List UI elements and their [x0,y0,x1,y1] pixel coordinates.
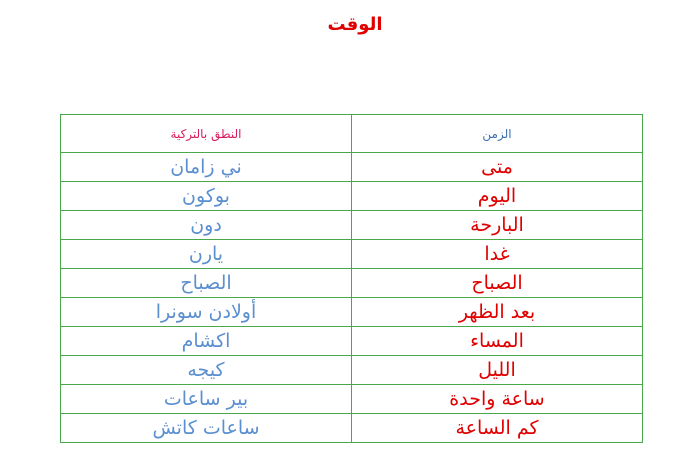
pronunciation-cell: ساعات كاتش [61,414,352,443]
pronunciation-cell: الصباح [61,269,352,298]
page-title: الوقت [327,14,383,35]
word-cell: اليوم [352,182,643,211]
table-row [61,211,643,240]
table-row [61,298,643,327]
pronunciation-cell: اكشام [61,327,352,356]
table-row [61,414,643,443]
word-cell: غدا [352,240,643,269]
word-cell: متى [352,153,643,182]
table-row [61,269,643,298]
pronunciation-cell: بير ساعات [61,385,352,414]
pronunciation-cell: بوكون [61,182,352,211]
table-body [61,115,643,443]
vocabulary-table [60,114,643,443]
table-row [61,327,643,356]
header-word: الزمن [352,115,643,153]
pronunciation-cell: كيجه [61,356,352,385]
word-cell: بعد الظهر [352,298,643,327]
word-cell: كم الساعة [352,414,643,443]
table-row [61,385,643,414]
table-row [61,153,643,182]
word-cell: الصباح [352,269,643,298]
table-header-row [61,115,643,153]
table-row [61,356,643,385]
word-cell: الليل [352,356,643,385]
header-pronunciation: النطق بالتركية [61,115,352,153]
word-cell: البارحة [352,211,643,240]
pronunciation-cell: أولادن سونرا [61,298,352,327]
pronunciation-cell: ني زامان [61,153,352,182]
word-cell: المساء [352,327,643,356]
word-cell: ساعة واحدة [352,385,643,414]
pronunciation-cell: دون [61,211,352,240]
table-row [61,240,643,269]
pronunciation-cell: يارن [61,240,352,269]
table-row [61,182,643,211]
